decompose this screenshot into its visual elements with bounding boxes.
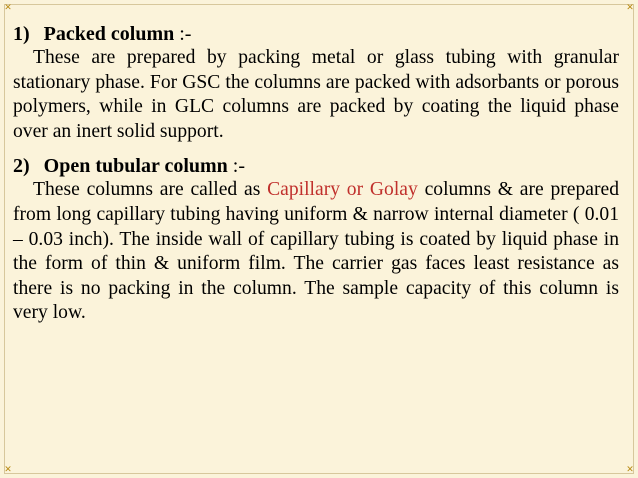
section-2-number: 2) [13, 155, 30, 178]
corner-x-icon: ✕ [626, 465, 634, 475]
section-1-suffix: :- [179, 23, 192, 45]
section-2-heading [13, 154, 619, 178]
section-1-heading [13, 22, 619, 46]
section-2-title: Open tubular column [43, 155, 228, 178]
section-2-body-after: columns & are prepared from long capillary tubing having uniform & narrow internal diameter ( 0.01 – 0.03 inch). The inside wall of capillary tubing is coated by liquid phase in the form of thin & uniform film. The carrier gas faces least resistance as there is no packing in the column. The sample capacity of this column is very low. [13, 179, 620, 324]
section-1-title: Packed column [43, 23, 175, 45]
section-2-body [13, 178, 619, 326]
corner-x-icon: ✕ [4, 465, 12, 475]
slide-content [13, 22, 619, 326]
corner-x-icon: ✕ [4, 3, 12, 13]
section-2-body-before: These columns are called as [33, 179, 268, 201]
section-2-suffix: :- [232, 155, 246, 178]
corner-x-icon: ✕ [626, 3, 634, 13]
section-2-highlight: Capillary or Golay [267, 179, 418, 201]
section-1-number: 1) [13, 23, 30, 45]
section-1-body: These are prepared by packing metal or glass tubing with granular stationary phase. For GSC the columns are packed with adsorbants or porous polymers, while in GLC columns are packed by coating the liquid phase over an inert solid support. [13, 47, 619, 142]
